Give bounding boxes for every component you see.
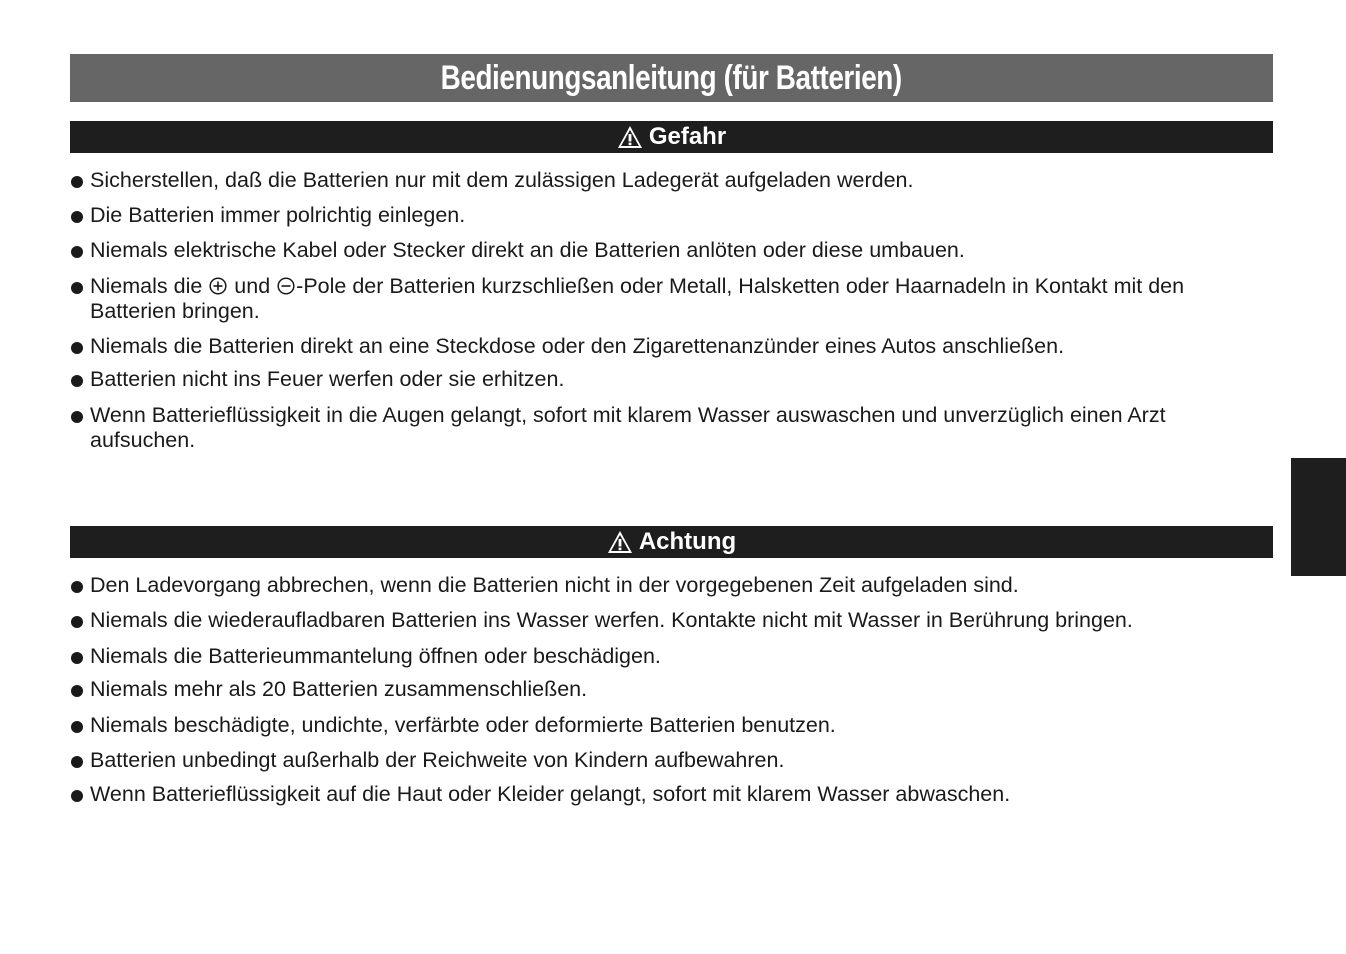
list-item: Niemals beschädigte, undichte, verfärbte oder deformierte Batterien benutzen. bbox=[70, 713, 1270, 738]
list-item: Den Ladevorgang abbrechen, wenn die Batterien nicht in der vorgegebenen Zeit aufgeladen sind. bbox=[70, 573, 1270, 598]
list-item: Batterien unbedingt außerhalb der Reichweite von Kindern aufbewahren. bbox=[70, 748, 1270, 773]
bullet-icon bbox=[71, 616, 83, 628]
bullet-icon bbox=[71, 790, 83, 802]
bullet-icon bbox=[71, 211, 83, 223]
danger-heading-bar bbox=[70, 121, 1273, 153]
caution-list bbox=[70, 573, 1270, 807]
title-bar bbox=[70, 54, 1273, 102]
list-item: Batterien nicht ins Feuer werfen oder sie erhitzen. bbox=[70, 367, 1270, 392]
bullet-icon bbox=[71, 246, 83, 258]
plus-pole-icon bbox=[209, 277, 227, 295]
list-item: Niemals die Batterien direkt an eine Steckdose oder den Zigarettenanzünder eines Autos anschließen. bbox=[70, 334, 1270, 359]
list-item: Niemals die und -Pole der Batterien kurzschließen oder Metall, Halsketten oder Haarnadeln in Kontakt mit den Batterien bringen. bbox=[70, 274, 1270, 324]
warning-triangle-icon bbox=[617, 125, 643, 149]
danger-heading: Gefahr bbox=[648, 123, 727, 150]
bullet-icon bbox=[71, 282, 83, 294]
list-item: Niemals die Batterieummantelung öffnen oder beschädigen. bbox=[70, 644, 1270, 669]
side-tab bbox=[1291, 458, 1346, 576]
bullet-icon bbox=[71, 685, 83, 697]
list-item: Wenn Batterieflüssigkeit in die Augen gelangt, sofort mit klarem Wasser auswaschen und unverzüglich einen Arzt aufsuchen. bbox=[70, 403, 1270, 453]
bullet-icon bbox=[71, 375, 83, 387]
bullet-icon bbox=[71, 342, 83, 354]
bullet-icon bbox=[71, 756, 83, 768]
list-item: Wenn Batterieflüssigkeit auf die Haut oder Kleider gelangt, sofort mit klarem Wasser abwaschen. bbox=[70, 782, 1270, 807]
bullet-icon bbox=[71, 411, 83, 423]
danger-list bbox=[70, 168, 1270, 453]
list-item: Niemals mehr als 20 Batterien zusammenschließen. bbox=[70, 677, 1270, 702]
bullet-icon bbox=[71, 652, 83, 664]
minus-pole-icon bbox=[277, 277, 295, 295]
bullet-icon bbox=[71, 721, 83, 733]
list-item: Niemals die wiederaufladbaren Batterien ins Wasser werfen. Kontakte nicht mit Wasser in Berührung bringen. bbox=[70, 608, 1270, 633]
page-title: Bedienungsanleitung (für Batterien) bbox=[440, 58, 903, 97]
list-item: Die Batterien immer polrichtig einlegen. bbox=[70, 203, 1270, 228]
list-item: Niemals elektrische Kabel oder Stecker direkt an die Batterien anlöten oder diese umbauen. bbox=[70, 238, 1270, 263]
list-item: Sicherstellen, daß die Batterien nur mit dem zulässigen Ladegerät aufgeladen werden. bbox=[70, 168, 1270, 193]
bullet-icon bbox=[71, 581, 83, 593]
bullet-icon bbox=[71, 176, 83, 188]
warning-triangle-icon bbox=[607, 530, 633, 554]
caution-heading: Achtung bbox=[638, 528, 737, 555]
caution-heading-bar bbox=[70, 526, 1273, 558]
